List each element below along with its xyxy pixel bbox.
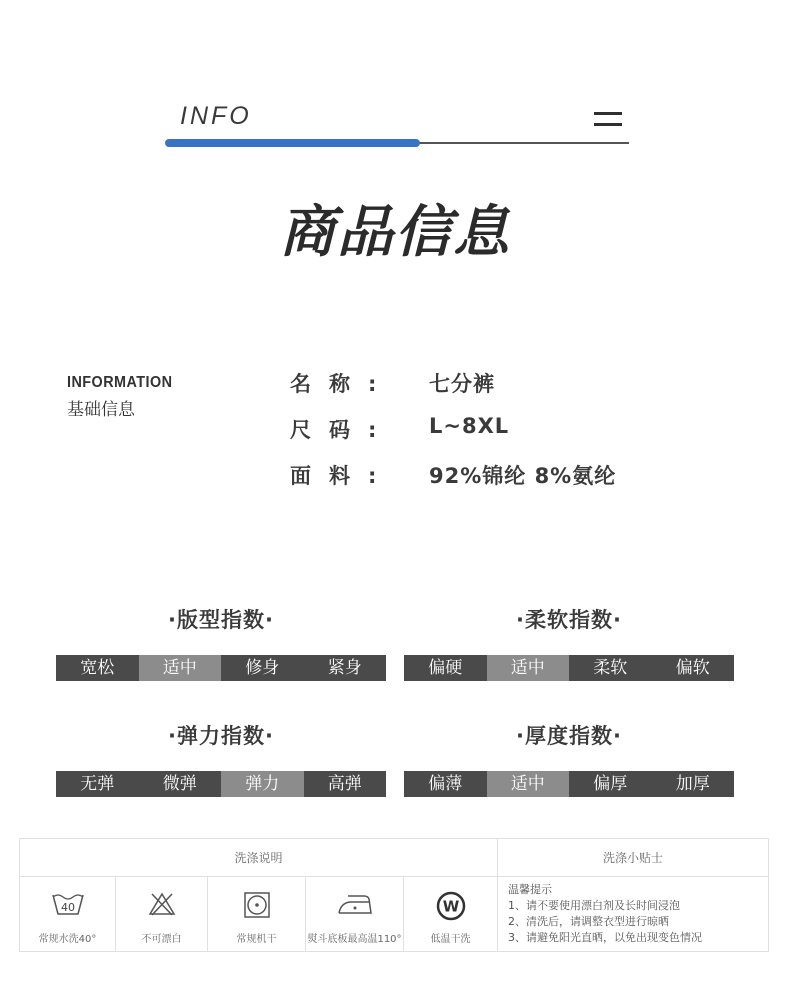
index-option: 宽松 <box>80 658 115 678</box>
index-option: 柔软 <box>593 658 628 678</box>
index-option: 加厚 <box>675 774 710 794</box>
softness-index-bar <box>404 655 734 681</box>
menu-icon[interactable] <box>594 112 622 126</box>
fit-index-title: ·版型指数· <box>168 608 274 632</box>
dry-clean-mark: W <box>442 897 459 916</box>
tip-item: 3、请避免阳光直晒，以免出现变色情况 <box>508 931 702 944</box>
index-option: 紧身 <box>327 658 362 678</box>
wash-tips-header: 洗涤小贴士 <box>498 839 768 877</box>
wash-40-icon <box>51 891 85 917</box>
thickness-index-bar <box>404 771 734 797</box>
wash-instructions-header: 洗涤说明 <box>20 839 498 877</box>
index-option: 适中 <box>487 771 570 797</box>
index-option: 偏硬 <box>428 658 463 678</box>
iron-icon <box>336 891 374 917</box>
spec-value: L~8XL <box>429 414 510 438</box>
elasticity-index-bar <box>56 771 386 797</box>
information-label: INFORMATION <box>67 374 173 391</box>
care-item-no-bleach <box>116 877 208 951</box>
low-temp-dry-icon <box>436 891 466 921</box>
index-option: 修身 <box>245 658 280 678</box>
spec-label: 面料: <box>290 464 395 488</box>
header-accent-bar <box>165 139 420 147</box>
care-item-iron <box>306 877 404 951</box>
care-label: 熨斗底板最高温110° <box>307 934 402 945</box>
care-label: 低温干洗 <box>430 934 471 945</box>
spec-value: 92%锦纶 8%氨纶 <box>429 464 617 488</box>
fit-index-bar <box>56 655 386 681</box>
tips-title: 温馨提示 <box>508 883 552 896</box>
tip-item: 1、请不要使用漂白剂及长时间浸泡 <box>508 899 680 912</box>
index-option: 偏薄 <box>428 774 463 794</box>
care-label: 常规机干 <box>236 934 277 945</box>
care-label: 常规水洗40° <box>38 934 97 945</box>
care-item-dry-clean <box>404 877 498 951</box>
elasticity-index-title: ·弹力指数· <box>168 724 274 748</box>
spec-label: 尺码: <box>290 418 395 442</box>
thickness-index-title: ·厚度指数· <box>516 724 622 748</box>
index-option: 适中 <box>139 655 222 681</box>
index-option: 高弹 <box>327 774 362 794</box>
index-option: 适中 <box>487 655 570 681</box>
care-table <box>19 838 769 952</box>
index-option: 偏软 <box>675 658 710 678</box>
tumble-dry-icon <box>243 891 271 919</box>
page-title: 商品信息 <box>279 200 511 265</box>
no-bleach-icon <box>147 891 177 917</box>
spec-value: 七分裤 <box>429 372 495 396</box>
spec-label: 名称: <box>290 372 395 396</box>
softness-index-title: ·柔软指数· <box>516 608 622 632</box>
index-option: 弹力 <box>221 771 304 797</box>
index-option: 偏厚 <box>593 774 628 794</box>
index-option: 无弹 <box>80 774 115 794</box>
info-heading: INFO <box>180 102 252 130</box>
care-item-wash <box>20 877 116 951</box>
basic-info-label: 基础信息 <box>67 400 135 420</box>
care-tips <box>508 882 702 946</box>
index-option: 微弹 <box>162 774 197 794</box>
care-label: 不可漂白 <box>141 934 182 945</box>
wash-temp-mark: 40 <box>60 901 75 914</box>
tip-item: 2、清洗后，请调整衣型进行晾晒 <box>508 915 669 928</box>
care-item-tumble-dry <box>208 877 306 951</box>
